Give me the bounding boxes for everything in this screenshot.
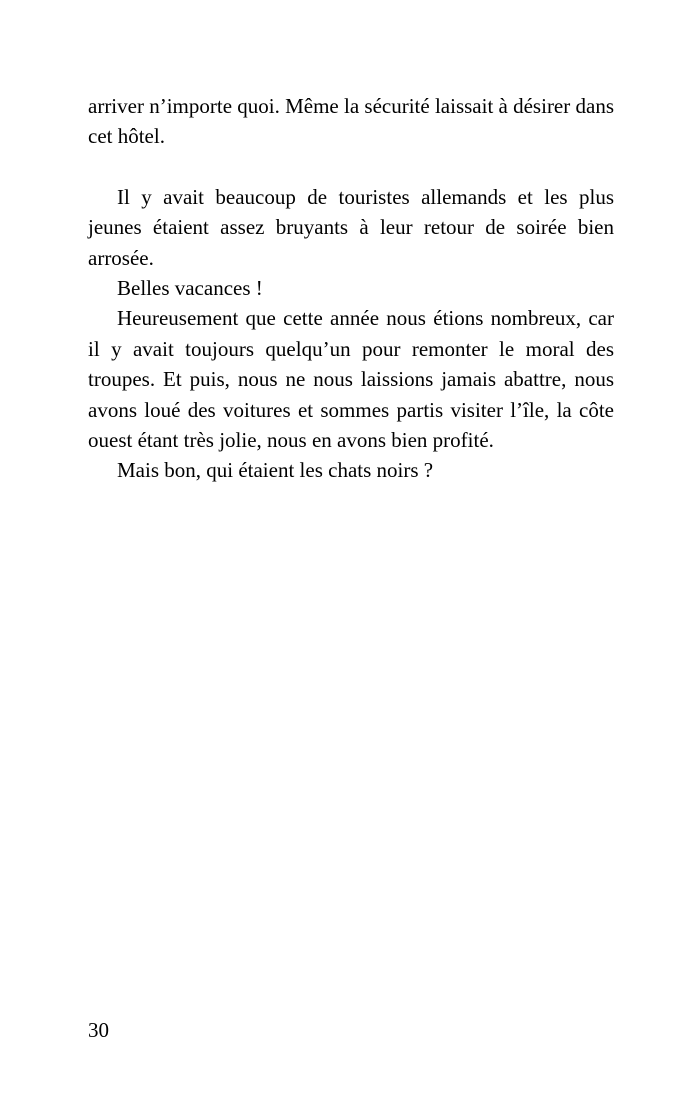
paragraph-vacances: Belles vacances ! (117, 276, 263, 301)
paragraph-heureusement: Heureusement que cette année nous étions nombreux, car il y avait toujours quelqu’un pour remonter le moral des troupes. Et puis, nous ne nous laissions jamais abattre, nous avons loué des voitures et sommes partis visiter l’île, la côte ouest étant très jolie, nous en avons bien profité. (88, 306, 614, 453)
paragraph-chats-noirs: Mais bon, qui étaient les chats noirs ? (117, 458, 434, 483)
paragraph-continuation: arriver n’importe quoi. Même la sécurité laissait à désirer dans cet hôtel. (88, 94, 614, 149)
paragraph-gap (88, 152, 614, 182)
paragraph-tourists: Il y avait beaucoup de touristes allemands et les plus jeunes étaient assez bruyants à leur retour de soirée bien arrosée. (88, 184, 614, 270)
body-text (88, 91, 614, 486)
page-number: 30 (88, 1018, 109, 1042)
